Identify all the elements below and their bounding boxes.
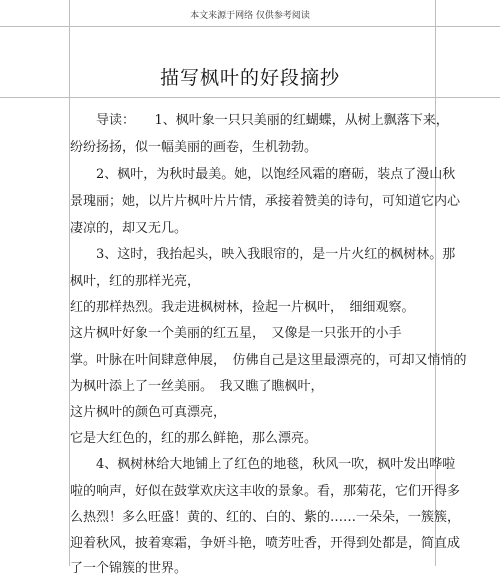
text-line: 导读： 1、枫叶象一只只美丽的红蝴蝶，从树上飘落下来， (70, 113, 449, 128)
text-line: 为枫叶添上了一丝美丽。 我又瞧了瞧枫叶， (70, 379, 324, 394)
text-line: 枫叶，红的那样光亮， (70, 274, 201, 289)
text-line: 红的那样热烈。我走进枫树林，捡起一片枫叶， 细细观察。 (70, 300, 415, 315)
text-line: 4、枫树林给大地铺上了红色的地毯，秋风一吹，枫叶发出哗啦 (70, 457, 456, 472)
text-line: 3、这时，我抬起头，映入我眼帘的，是一片火红的枫树林。那 (70, 247, 456, 262)
text-line: 它是大红色的，红的那么鲜艳，那么漂亮。 (70, 431, 318, 446)
text-line: 纷纷扬扬，似一幅美丽的画卷，生机勃勃。 (70, 140, 318, 155)
text-line: 迎着秋风，披着寒霜，争妍斗艳，喷芳吐香，开得到处都是，简直成 (70, 536, 461, 551)
text-line: 么热烈！多么旺盛！黄的、红的、白的、紫的……一朵朵，一簇簇， (70, 510, 461, 525)
title-divider (0, 97, 500, 98)
text-line: 2、枫叶，为秋时最美。她，以饱经风霜的磨砺，装点了漫山秋 (70, 167, 456, 182)
text-line: 景瑰丽；她，以片片枫叶片片情，承接着赞美的诗句，可知道它内心 (70, 194, 461, 209)
source-note: 本文来源于网络 仅供参考阅读 (190, 11, 310, 21)
page-title: 描写枫叶的好段摘抄 (159, 67, 340, 89)
text-line: 了一个锦簇的世界。 (70, 561, 188, 576)
text-line: 这片枫叶好象一个美丽的红五星， 又像是一只张开的小手 (70, 326, 402, 341)
text-line: 这片枫叶的颜色可真漂亮， (70, 405, 227, 420)
text-line: 掌。叶脉在叶间肆意伸展， 仿佛自己是这里最漂亮的，可却又悄悄的 (70, 353, 467, 368)
header-divider (0, 26, 500, 27)
text-line: 凄凉的，却又无几。 (70, 221, 188, 236)
text-line: 啦的响声，好似在鼓掌欢庆这丰收的景象。看，那菊花，它们开得多 (70, 484, 461, 499)
